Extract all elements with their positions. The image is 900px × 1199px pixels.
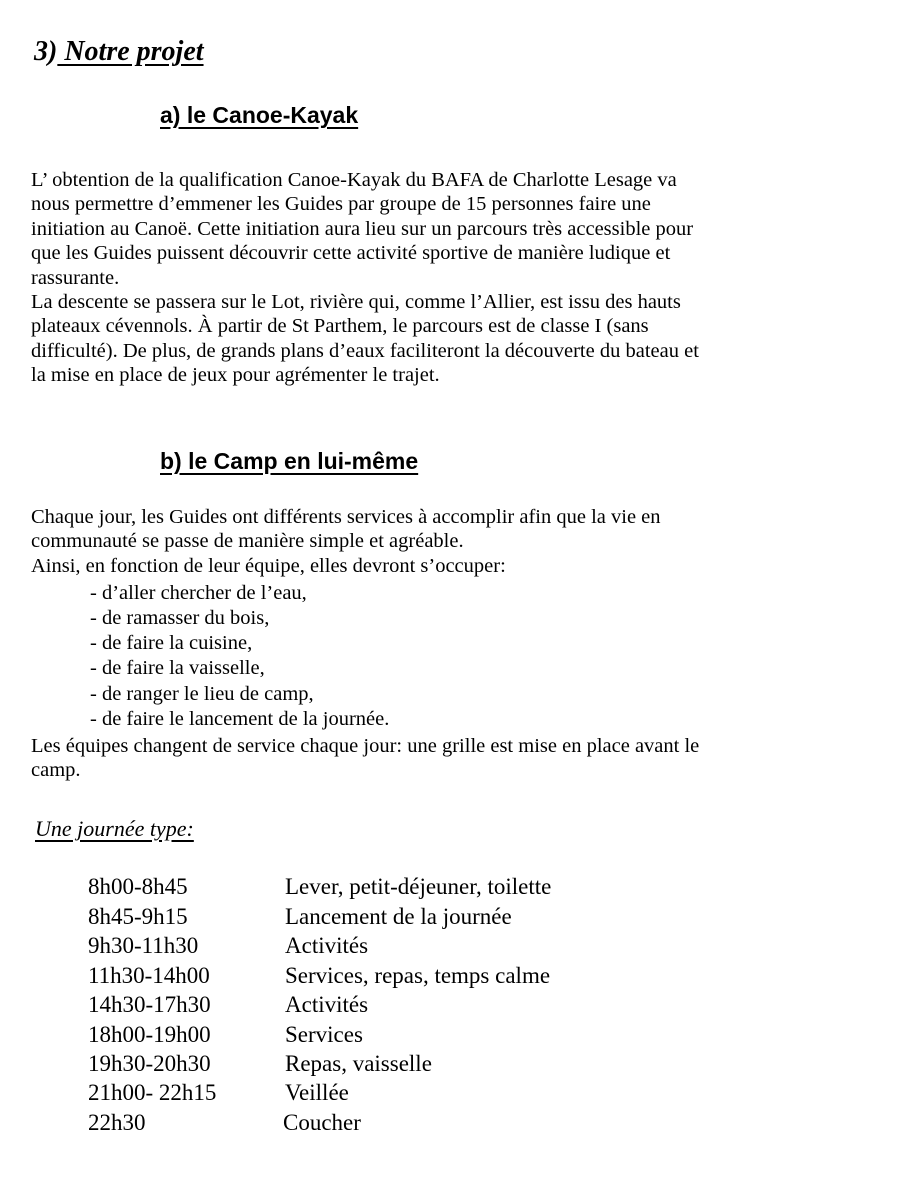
schedule-activity: Services: [285, 1022, 363, 1047]
paragraph-line: rassurante.: [31, 266, 120, 289]
schedule-time: 14h30-17h30: [88, 992, 211, 1017]
section-b-intro: [31, 505, 661, 578]
paragraph-line: La descente se passera sur le Lot, rivière qui, comme l’Allier, est issu des hauts: [31, 291, 681, 314]
section-b-heading: b) le Camp en lui-même: [160, 448, 419, 474]
schedule-activity: Services, repas, temps calme: [285, 963, 551, 988]
page-title: [34, 34, 204, 70]
paragraph-line: plateaux cévennols. À partir de St Parthem, le parcours est de classe I (sans: [31, 315, 649, 338]
paragraph-line: L’ obtention de la qualification Canoe-Kayak du BAFA de Charlotte Lesage va: [31, 169, 677, 191]
schedule-row: [0, 931, 900, 961]
schedule-time: 22h30: [88, 1110, 146, 1135]
paragraph-line: initiation au Canoë. Cette initiation aura lieu sur un parcours très accessible pour: [31, 217, 694, 240]
schedule-activity: Lever, petit-déjeuner, toilette: [285, 874, 552, 899]
title-text: Notre projet: [57, 36, 204, 67]
schedule-time: 11h30-14h00: [88, 963, 210, 988]
schedule-row: [0, 872, 900, 902]
title-number: 3): [34, 36, 58, 67]
schedule-time: 8h00-8h45: [88, 874, 188, 899]
paragraph-line: Les équipes changent de service chaque jour: une grille est mise en place avant le: [31, 735, 700, 757]
task-list-item: - de faire la vaisselle,: [90, 657, 265, 679]
paragraph-line: que les Guides puissent découvrir cette activité sportive de manière ludique et: [31, 242, 671, 265]
schedule-time: 9h30-11h30: [88, 933, 199, 958]
schedule-activity: Activités: [285, 992, 369, 1017]
paragraph-line: nous permettre d’emmener les Guides par groupe de 15 personnes faire une: [31, 193, 651, 216]
section-b-outro: [31, 734, 699, 783]
schedule-time: 18h00-19h00: [88, 1022, 211, 1047]
schedule-title: Une journée type:: [35, 816, 194, 841]
task-list-item: - de ranger le lieu de camp,: [90, 683, 314, 705]
schedule-activity: Lancement de la journée: [285, 904, 512, 929]
schedule-row: [0, 1020, 900, 1050]
task-list-item: - de ramasser du bois,: [90, 607, 270, 629]
paragraph-line: Ainsi, en fonction de leur équipe, elles devront s’occuper:: [31, 554, 506, 577]
schedule-activity: Activités: [285, 933, 369, 958]
schedule-row: [0, 902, 900, 932]
schedule-activity: Veillée: [285, 1080, 349, 1105]
schedule-time: 8h45-9h15: [88, 904, 188, 929]
paragraph-line: Chaque jour, les Guides ont différents services à accomplir afin que la vie en: [31, 506, 661, 528]
section-a-paragraph: [31, 168, 699, 388]
paragraph-line: camp.: [31, 759, 81, 782]
schedule-row: [0, 1078, 900, 1108]
schedule-time: 21h00- 22h15: [88, 1080, 217, 1105]
schedule-row: [0, 990, 900, 1020]
task-list-item: - d’aller chercher de l’eau,: [90, 582, 307, 604]
paragraph-line: la mise en place de jeux pour agrémenter le trajet.: [31, 364, 440, 387]
schedule-time: 19h30-20h30: [88, 1051, 211, 1076]
task-list-item: - de faire le lancement de la journée.: [90, 708, 390, 730]
schedule-row: [0, 1108, 900, 1138]
paragraph-line: communauté se passe de manière simple et agréable.: [31, 530, 464, 553]
schedule-row: [0, 961, 900, 991]
section-a-heading: a) le Canoe-Kayak: [160, 102, 359, 128]
schedule-activity: Repas, vaisselle: [285, 1051, 432, 1076]
task-list-item: - de faire la cuisine,: [90, 632, 253, 654]
paragraph-line: difficulté). De plus, de grands plans d’eaux faciliteront la découverte du bateau et: [31, 339, 699, 362]
schedule-row: [0, 1049, 900, 1079]
schedule-activity: Coucher: [283, 1110, 361, 1135]
